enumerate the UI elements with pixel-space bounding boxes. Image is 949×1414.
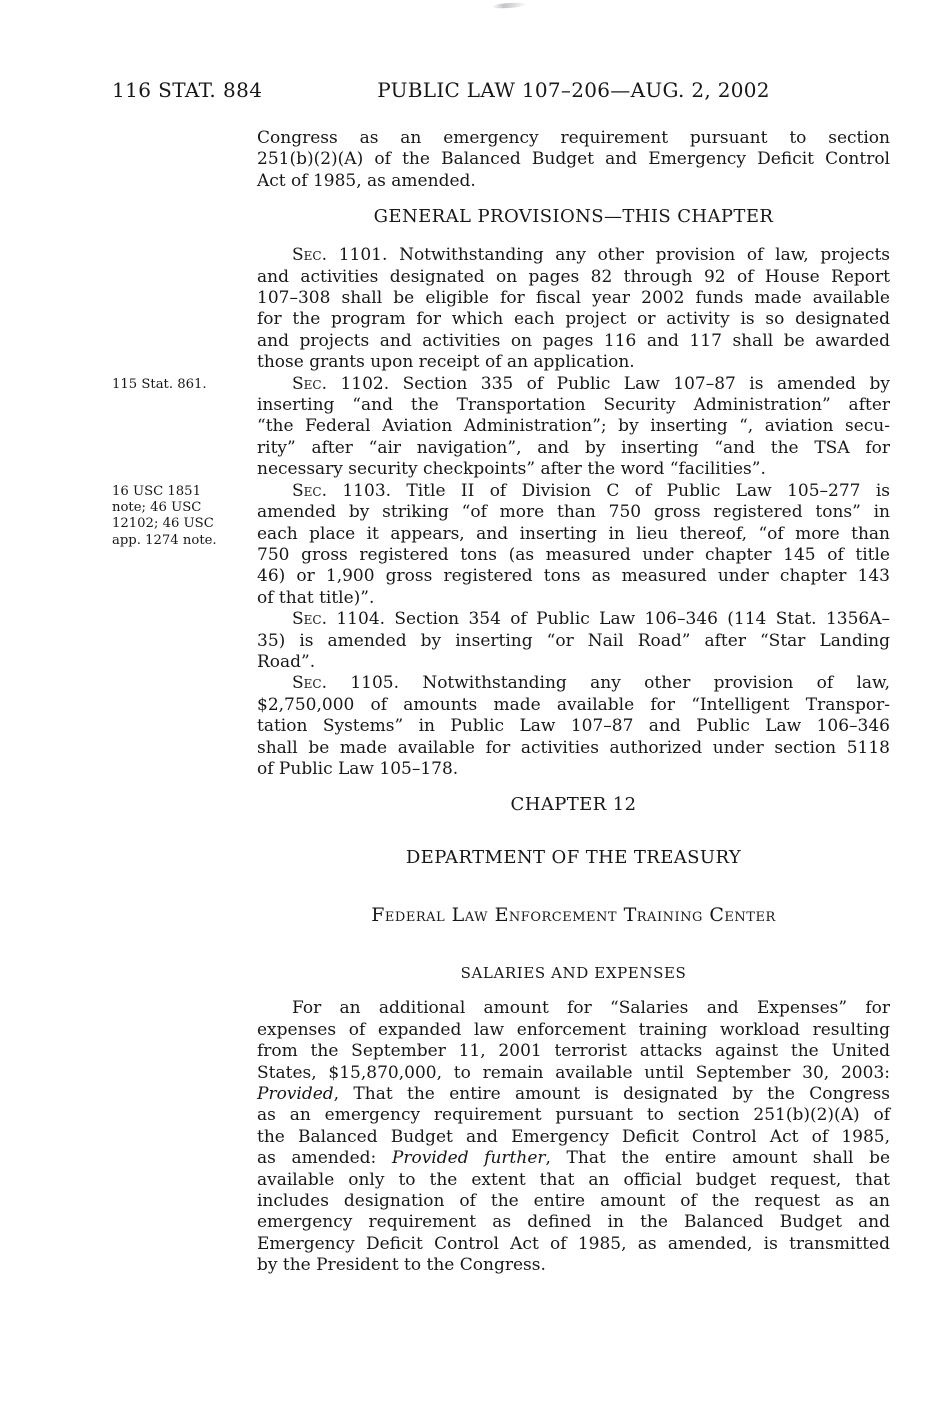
margin-note xyxy=(112,609,257,673)
section-heading: DEPARTMENT OF THE TREASURY xyxy=(405,847,742,869)
margin-note xyxy=(112,245,257,373)
heading-row xyxy=(112,944,949,998)
text-line: Act of 1985, as amended. xyxy=(257,170,476,191)
heading-row xyxy=(112,780,949,833)
text-line: expenses of expanded law enforcement training workload resulting xyxy=(257,1019,890,1040)
text-line: of Public Law 105–178. xyxy=(257,758,459,779)
text-column xyxy=(257,886,890,944)
text-line: as amended: Provided further, That the entire amount shall be xyxy=(257,1148,891,1169)
text-line: States, $15,870,000, to remain available until September 30, 2003: xyxy=(257,1062,890,1083)
text-column xyxy=(257,780,890,833)
text-column xyxy=(257,245,890,373)
heading-row xyxy=(112,833,949,886)
text-column xyxy=(257,673,890,780)
heading-row xyxy=(112,192,949,245)
margin-note xyxy=(112,374,257,481)
section-heading: GENERAL PROVISIONS—THIS CHAPTER xyxy=(373,206,774,228)
heading-row xyxy=(112,886,949,944)
text-line: Provided, That the entire amount is designated by the Congress xyxy=(257,1084,890,1104)
text-line: “the Federal Aviation Administration”; by inserting “, aviation secu- xyxy=(257,416,890,437)
text-line: those grants upon receipt of an application. xyxy=(257,352,635,373)
text-line: For an additional amount for “Salaries and Expenses” for xyxy=(292,998,890,1019)
italic-text: Provided further xyxy=(391,1148,546,1169)
text-line: 251(b)(2)(A) of the Balanced Budget and Emergency Deficit Control xyxy=(257,149,890,170)
text-line: 107–308 shall be eligible for fiscal year 2002 funds made available xyxy=(257,288,890,309)
section-heading: SALARIES AND EXPENSES xyxy=(460,964,687,983)
text-line: necessary security checkpoints” after the word “facilities”. xyxy=(257,459,766,480)
italic-text: Provided xyxy=(257,1084,334,1104)
text-line: Sec. 1101. Notwithstanding any other provision of law, projects xyxy=(292,245,890,266)
law-title: PUBLIC LAW 107–206—AUG. 2, 2002 xyxy=(377,78,770,102)
margin-note xyxy=(112,481,257,609)
margin-note-line: 12102; 46 USC xyxy=(112,516,214,532)
text-line: by the President to the Congress. xyxy=(257,1255,546,1276)
margin-note-line: app. 1274 note. xyxy=(112,532,217,548)
text-line: Sec. 1102. Section 335 of Public Law 107–87 is amended by xyxy=(292,373,890,394)
small-caps-text: Sec. xyxy=(292,673,327,694)
text-line: emergency requirement as defined in the Balanced Budget and xyxy=(257,1212,890,1233)
stat-page-number: 116 STAT. 884 xyxy=(112,78,263,102)
text-column xyxy=(257,192,890,245)
section-heading: Federal Law Enforcement Training Center xyxy=(371,904,776,927)
text-line: shall be made available for activities authorized under section 5118 xyxy=(257,737,890,758)
text-line: amended by striking “of more than 750 gross registered tons” in xyxy=(257,502,890,523)
text-column xyxy=(257,481,890,609)
small-caps-text: Sec. xyxy=(292,480,327,501)
text-line: as an emergency requirement pursuant to section 251(b)(2)(A) of xyxy=(257,1105,890,1126)
text-line: inserting “and the Transportation Security Administration” after xyxy=(257,395,890,416)
page-header xyxy=(112,78,949,102)
text-line: Emergency Deficit Control Act of 1985, as amended, is transmitted xyxy=(257,1233,890,1254)
text-line: 35) is amended by inserting “or Nail Road” after “Star Landing xyxy=(257,630,890,651)
document-body xyxy=(0,128,949,1277)
text-column xyxy=(257,998,890,1276)
text-line: the Balanced Budget and Emergency Deficit Control Act of 1985, xyxy=(257,1126,890,1147)
text-line: rity” after “air navigation”, and by inserting “and the TSA for xyxy=(257,437,890,458)
text-line: 46) or 1,900 gross registered tons as measured under chapter 143 xyxy=(257,566,890,587)
margin-note xyxy=(112,128,257,192)
small-caps-text: Sec. xyxy=(292,245,327,266)
text-line: Sec. 1104. Section 354 of Public Law 106–346 (114 Stat. 1356A– xyxy=(292,609,890,630)
text-line: Road”. xyxy=(257,651,316,672)
paragraph-row xyxy=(112,128,949,192)
text-line: Sec. 1103. Title II of Division C of Public Law 105–277 is xyxy=(292,480,890,501)
paragraph-row xyxy=(112,374,949,481)
margin-note xyxy=(112,944,257,998)
text-line: includes designation of the entire amount of the request as an xyxy=(257,1191,890,1212)
text-line: for the program for which each project or activity is so designated xyxy=(257,309,890,330)
text-column xyxy=(257,609,890,673)
text-line: 750 gross registered tons (as measured under chapter 145 of title xyxy=(257,544,890,565)
margin-note xyxy=(112,833,257,886)
text-column xyxy=(257,833,890,886)
margin-note-line: 115 Stat. 861. xyxy=(112,376,207,392)
text-column xyxy=(257,944,890,998)
paragraph-row xyxy=(112,609,949,673)
margin-note-line: 16 USC 1851 xyxy=(112,483,201,499)
text-line: and projects and activities on pages 116 and 117 shall be awarded xyxy=(257,330,890,351)
text-column xyxy=(257,128,890,192)
paragraph-row xyxy=(112,481,949,609)
section-heading: CHAPTER 12 xyxy=(510,794,637,816)
text-line: available only to the extent that an official budget request, that xyxy=(257,1169,890,1190)
text-line: of that title)”. xyxy=(257,587,375,608)
margin-note xyxy=(112,780,257,833)
small-caps-text: Sec. xyxy=(292,373,327,394)
text-line: each place it appears, and inserting in lieu thereof, “of more than xyxy=(257,523,890,544)
margin-note xyxy=(112,673,257,780)
paragraph-row xyxy=(112,998,949,1276)
text-line: $2,750,000 of amounts made available for “Intelligent Transpor- xyxy=(257,694,890,715)
margin-note xyxy=(112,998,257,1276)
text-line: from the September 11, 2001 terrorist attacks against the United xyxy=(257,1041,890,1062)
margin-note xyxy=(112,192,257,245)
text-line: Congress as an emergency requirement pursuant to section xyxy=(257,128,890,148)
margin-note xyxy=(112,886,257,944)
text-line: Sec. 1105. Notwithstanding any other provision of law, xyxy=(292,673,890,694)
text-line: and activities designated on pages 82 through 92 of House Report xyxy=(257,266,890,287)
margin-note-line: note; 46 USC xyxy=(112,499,202,515)
paragraph-row xyxy=(112,245,949,373)
text-line: tation Systems” in Public Law 107–87 and Public Law 106–346 xyxy=(257,716,890,737)
small-caps-text: Sec. xyxy=(292,609,327,630)
text-column xyxy=(257,374,890,481)
paragraph-row xyxy=(112,673,949,780)
